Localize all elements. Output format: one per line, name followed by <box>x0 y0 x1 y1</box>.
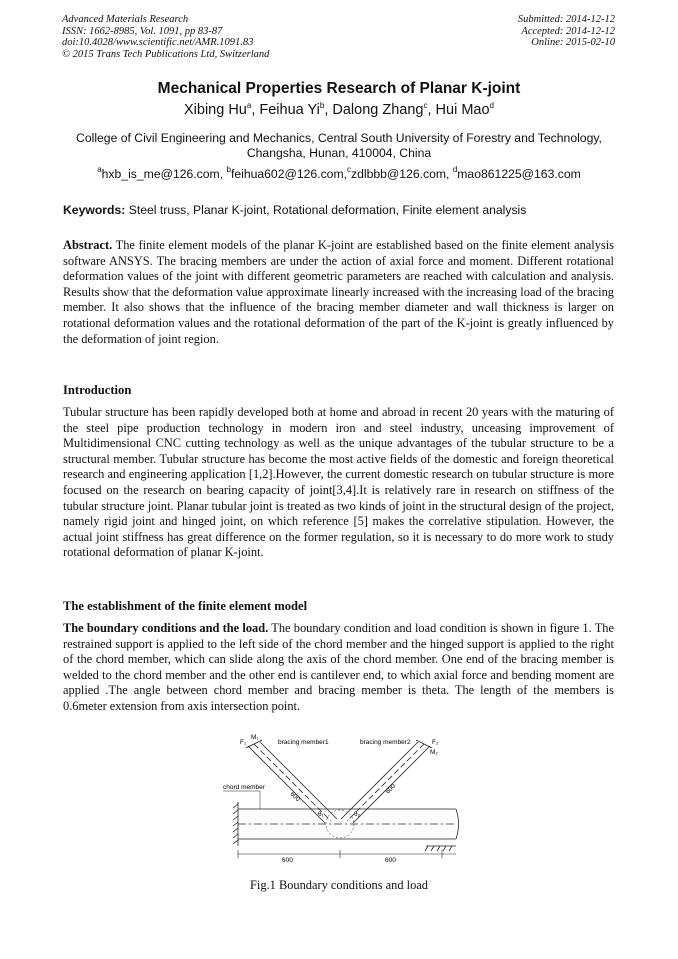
author-list: Xibing Hu$^a$, Feihua Yi$^b$, Dalong Zhang$^c$, Hui Mao$^d$ <box>184 101 494 118</box>
boundary-subheading: The boundary conditions and the load. <box>63 621 269 635</box>
dim-label-right: 600 <box>385 857 396 864</box>
accepted-date: Accepted: 2014-12-12 <box>521 25 615 37</box>
keywords-text: Steel truss, Planar K-joint, Rotational deformation, Finite element analysis <box>128 203 527 217</box>
figure-caption: Fig.1 Boundary conditions and load <box>250 878 428 892</box>
section-heading-introduction: Introduction <box>63 383 132 397</box>
keywords <box>63 203 623 217</box>
force-label-f2: F₂ <box>432 739 439 746</box>
keywords-label: Keywords: <box>63 203 126 217</box>
moment-label-m1: M₁ <box>251 734 259 741</box>
journal-name: Advanced Materials Research <box>62 14 189 25</box>
email-sup: a <box>97 165 102 174</box>
force-label-f1: F₁ <box>240 739 247 746</box>
email: feihua602@126.com <box>230 167 344 181</box>
figure-boundary-conditions <box>220 734 460 864</box>
author-name: Xibing Hu <box>184 102 247 118</box>
diag-label-right: 600 <box>384 782 398 796</box>
email-sup: b <box>226 165 231 174</box>
email-sup: d <box>452 165 458 174</box>
journal-header-right <box>518 14 615 49</box>
email: hxb_is_me@126.com <box>101 167 220 181</box>
journal-header-left <box>62 14 269 60</box>
email-list: $^a$hxb_is_me@126.com, $^b$feihua602@126.com,$^c$zdlbbb@126.com, $^d$mao861225@163.com <box>97 165 581 181</box>
online-date: Online: 2015-02-10 <box>531 37 615 48</box>
author-sup: a <box>246 101 252 110</box>
email-sup: c <box>347 165 352 174</box>
author-sup: b <box>319 101 325 110</box>
diag-label-left: 600 <box>288 790 302 804</box>
affiliation <box>50 131 628 161</box>
author-name: Hui Mao <box>435 102 490 118</box>
angle-label-theta1: θ₁ <box>318 811 324 818</box>
author-name: Dalong Zhang <box>332 102 424 118</box>
label-bracing-member-2: bracing member2 <box>360 739 411 746</box>
fixed-support <box>233 802 238 846</box>
email: zdlbbb@126.com <box>351 167 447 181</box>
doi: doi:10.4028/www.scientific.net/AMR.1091.83 <box>62 37 254 48</box>
email: mao861225@163.com <box>457 167 581 181</box>
paper-title: Mechanical Properties Research of Planar K-joint <box>157 80 521 97</box>
author-sup: c <box>423 101 428 110</box>
abstract <box>63 238 614 347</box>
introduction-text: Tubular structure has been rapidly developed both at home and abroad in recent 20 years with the maturing of the steel pipe production technology in modern iron and steel industry, unceasing improvement of Multidimensional CNC cutting technology as well as the unique advantages of the tubular structure to be a structural member. Tubular structure has become the most active fields of the domestic and foreign theoretical research and engineering application [1,2].However, the current domestic research on tubular structure is more focused on the research on bearing capacity of joint[3,4].It is relatively rare in research on stiffness of the tubular structure joint. Planar tubular joint is treated as two kinds of joint in the structural design of the project, namely rigid joint and hinged joint, on which reference [5] makes the correlative stipulation. However, the actual joint stiffness has great difference on the former regulation, so it is necessary to do more work to study rotational deformation of planar K-joint. <box>63 405 614 560</box>
author-name: Feihua Yi <box>259 102 320 118</box>
issn: ISSN: 1662-8985, Vol. 1091, pp 83-87 <box>62 25 223 37</box>
moment-label-m2: M₂ <box>430 749 438 756</box>
dimension-lines <box>238 850 456 858</box>
abstract-label: Abstract. <box>63 238 113 252</box>
label-bracing-member-1: bracing member1 <box>278 739 329 746</box>
boundary-text: The boundary condition and load condition is shown in figure 1. The restrained support is applied to the left side of the chord member and the hinged support is applied to the right of the chord member, which can slide along the axis of the chord member. One end of the bracing member is welded to the chord member and the other end is cantilever end, to which axial force and bending moment are applied .The angle between chord member and bracing member is theta. The length of the members is 0.6meter extension from axis intersection point. <box>63 621 614 713</box>
hinged-support <box>425 846 456 851</box>
chord-member <box>238 809 459 839</box>
angle-label-theta2: θ₂ <box>354 811 361 818</box>
affiliation-line: College of Civil Engineering and Mechanics, Central South University of Forestry and Technology, <box>76 131 602 145</box>
abstract-text: The finite element models of the planar K-joint are established based on the finite element analysis software ANSYS. The bracing members are under the action of axial force and moment. Different rotational deformation values of the joint with different geometric parameters are reached with calculation and analysis. Results show that the deformation value approximate linearly increased with the increasing load of the bracing member. It also shows that the influence of the bracing member diameter and wall thickness is larger on rotational deformation values and the rotational deformation of the part of the K-joint is greatly influenced by the deformation of joint region. <box>63 238 614 346</box>
author-sup: d <box>489 101 494 110</box>
boundary-conditions-paragraph <box>63 621 614 715</box>
section-heading-fe-model: The establishment of the finite element model <box>63 599 308 613</box>
affiliation-line: Changsha, Hunan, 410004, China <box>246 146 432 160</box>
submitted-date: Submitted: 2014-12-12 <box>517 14 615 25</box>
dim-label-left: 600 <box>282 857 293 864</box>
label-chord-member: chord member <box>223 784 265 791</box>
copyright: © 2015 Trans Tech Publications Ltd, Switzerland <box>62 48 270 60</box>
